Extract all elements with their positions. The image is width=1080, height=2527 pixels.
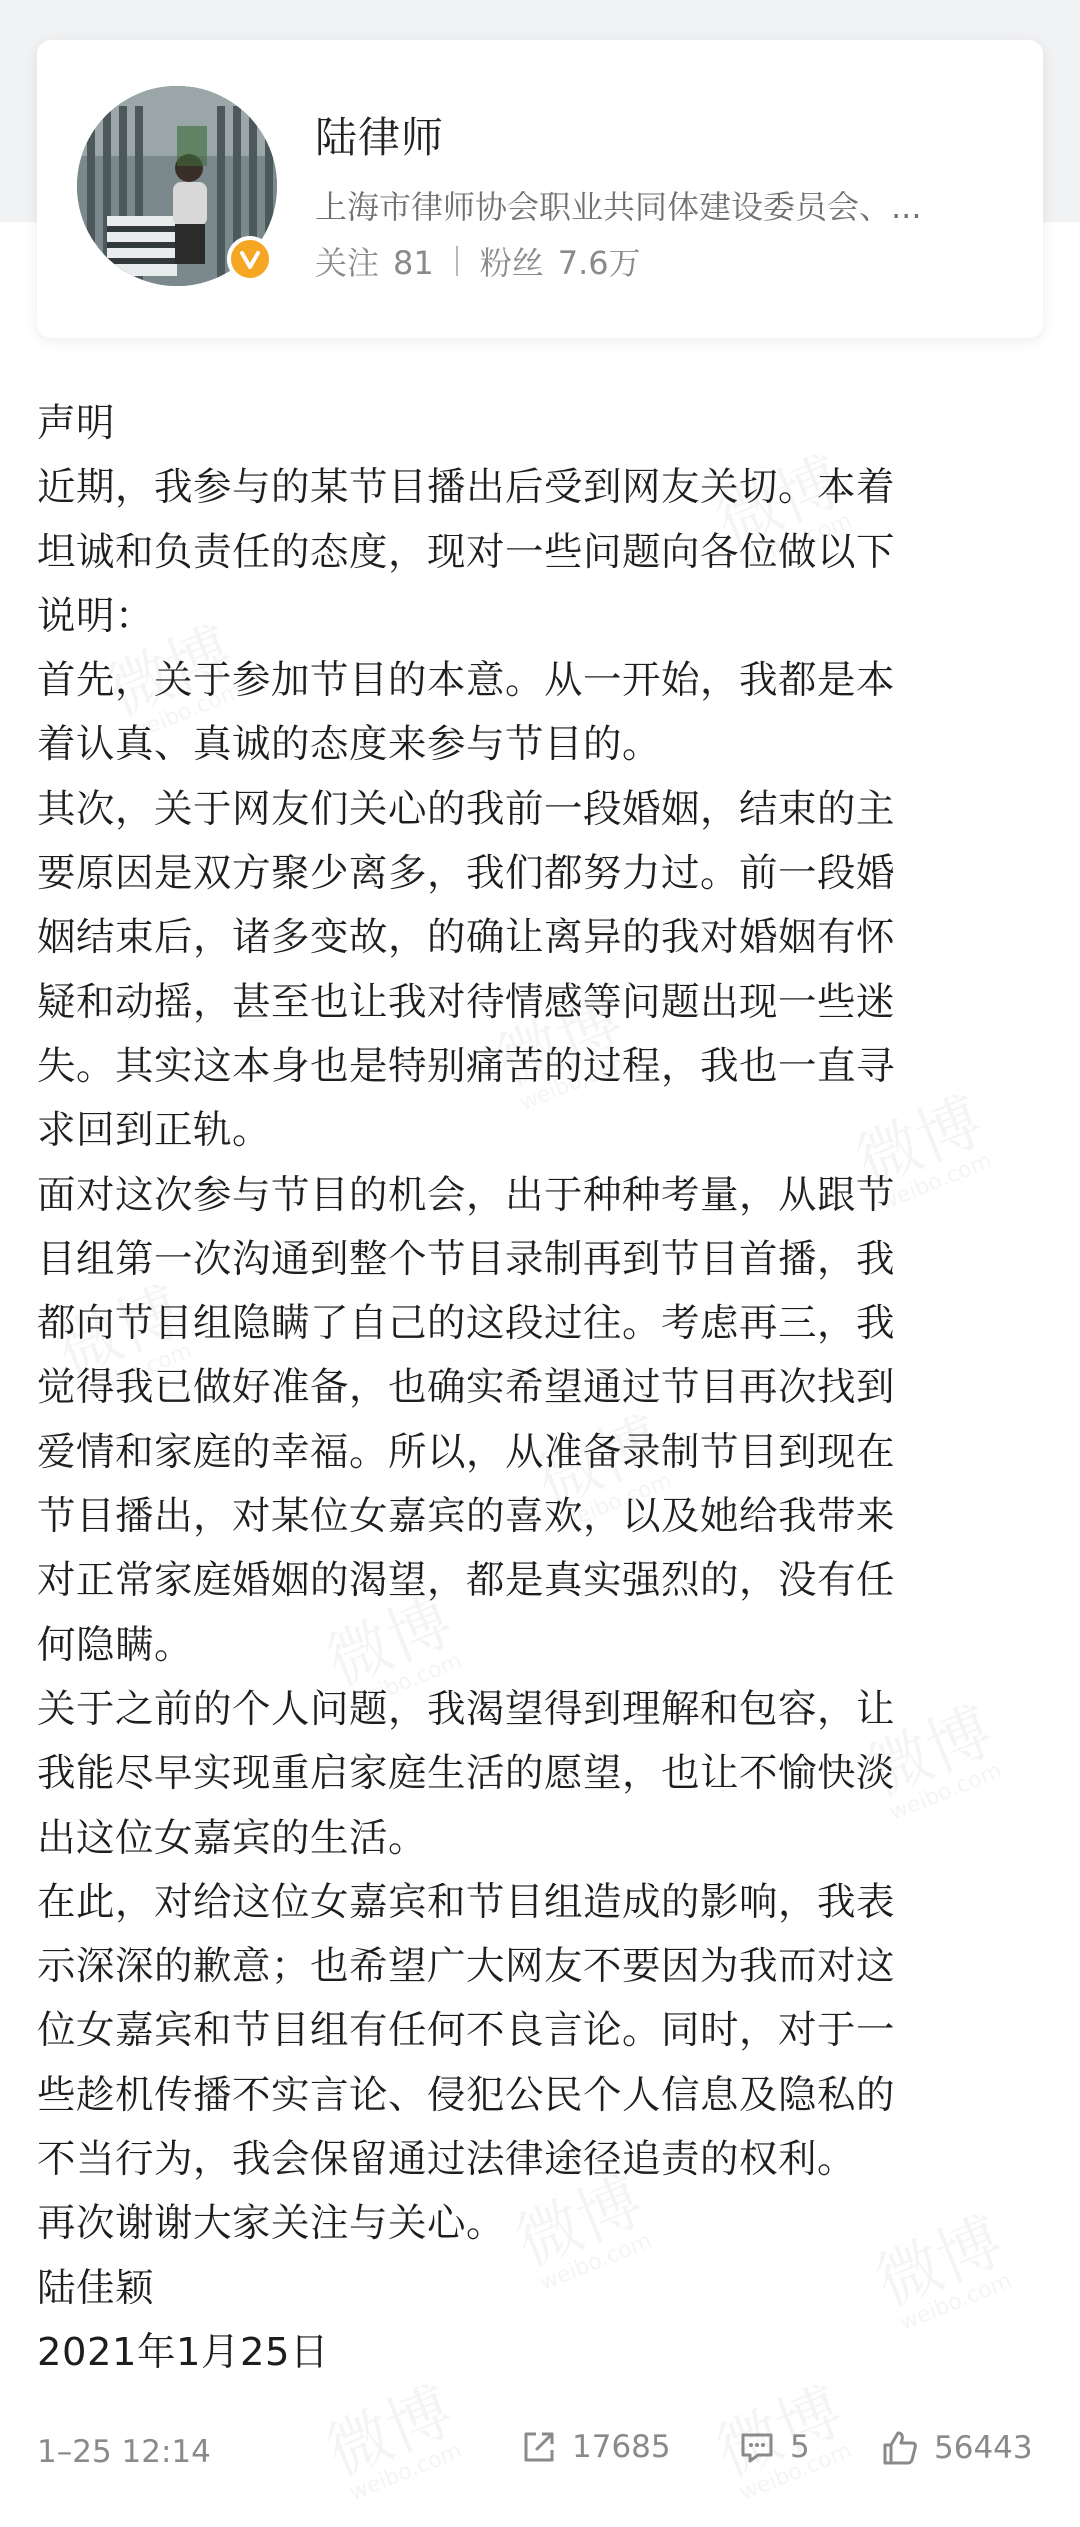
- post-line: 疑和动摇，甚至也让我对待情感等问题出现一些迷: [37, 979, 896, 1025]
- followers-label: 粉丝: [479, 244, 544, 282]
- post-line: 近期，我参与的某节目播出后受到网友关切。本着: [37, 465, 896, 511]
- post-line: 失。其实这本身也是特别痛苦的过程，我也一直寻: [37, 1043, 896, 1089]
- post-line: 目组第一次沟通到整个节目录制再到节目首播，我: [37, 1236, 896, 1282]
- post-line: 关于之前的个人问题，我渴望得到理解和包容，让: [37, 1686, 896, 1732]
- post-line: 陆佳颖: [37, 2265, 155, 2311]
- post-line: 2021年1月25日: [37, 2329, 329, 2375]
- post-line: 在此，对给这位女嘉宾和节目组造成的影响，我表: [37, 1879, 896, 1925]
- following-label: 关注: [315, 244, 380, 282]
- following-count: 81: [393, 244, 434, 282]
- post-line: 着认真、真诚的态度来参与节目的。: [37, 722, 662, 768]
- stat-divider: [456, 246, 458, 276]
- post-line: 姻结束后，诸多变故，的确让离异的我对婚姻有怀: [37, 915, 896, 961]
- post-line: 坦诚和负责任的态度，现对一些问题向各位做以下: [37, 529, 896, 575]
- post-line: 出这位女嘉宾的生活。: [37, 1815, 428, 1861]
- post-line: 对正常家庭婚姻的渴望，都是真实强烈的，没有任: [37, 1558, 896, 1604]
- post-line: 说明：: [37, 593, 155, 639]
- verified-badge-icon: [227, 236, 273, 282]
- post-line: 要原因是双方聚少离多，我们都努力过。前一段婚: [37, 851, 896, 897]
- post-line: 面对这次参与节目的机会，出于种种考量，从跟节: [37, 1172, 896, 1218]
- post-line: 节目播出，对某位女嘉宾的喜欢，以及她给我带来: [37, 1494, 896, 1540]
- post-line: 都向节目组隐瞒了自己的这段过往。考虑再三，我: [37, 1301, 896, 1347]
- followers-count: 7.6万: [557, 244, 641, 282]
- post-line: 其次，关于网友们关心的我前一段婚姻，结束的主: [37, 786, 896, 832]
- post-line: 位女嘉宾和节目组有任何不良言论。同时，对于一: [37, 2008, 896, 2054]
- like-button[interactable]: [880, 2428, 1033, 2468]
- comment-button[interactable]: [738, 2428, 810, 2466]
- post-line: 再次谢谢大家关注与关心。: [37, 2201, 506, 2247]
- post-line: 示深深的歉意；也希望广大网友不要因为我而对这: [37, 1944, 896, 1990]
- post-footer: [0, 2420, 1080, 2490]
- profile-name[interactable]: 陆律师: [315, 113, 445, 162]
- like-count: 56443: [934, 2430, 1033, 2466]
- post-line: 我能尽早实现重启家庭生活的愿望，也让不愉快淡: [37, 1751, 896, 1797]
- post-line: 求回到正轨。: [37, 1108, 272, 1154]
- post-body: [37, 392, 1047, 2385]
- share-icon: [520, 2428, 558, 2466]
- comment-count: 5: [790, 2429, 810, 2465]
- post-timestamp: 1–25 12:14: [37, 2434, 211, 2470]
- like-icon: [880, 2428, 920, 2468]
- following-stat[interactable]: [315, 238, 434, 284]
- post-line: 何隐瞒。: [37, 1622, 194, 1668]
- share-count: 17685: [572, 2429, 671, 2465]
- post-line: 不当行为，我会保留通过法律途径追责的权利。: [37, 2137, 857, 2183]
- post-line: 声明: [37, 401, 116, 446]
- post-line: 些趁机传播不实言论、侵犯公民个人信息及隐私的: [37, 2072, 896, 2118]
- followers-stat[interactable]: [480, 238, 641, 284]
- profile-stats: [315, 238, 641, 284]
- profile-card[interactable]: [37, 40, 1043, 338]
- post-line: 爱情和家庭的幸福。所以，从准备录制节目到现在: [37, 1429, 896, 1475]
- post-line: 首先，关于参加节目的本意。从一开始，我都是本: [37, 658, 896, 704]
- post-line: 觉得我已做好准备，也确实希望通过节目再次找到: [37, 1365, 896, 1411]
- comment-icon: [738, 2428, 776, 2466]
- profile-description: 上海市律师协会职业共同体建设委员会、...: [315, 188, 922, 226]
- share-button[interactable]: [520, 2428, 671, 2466]
